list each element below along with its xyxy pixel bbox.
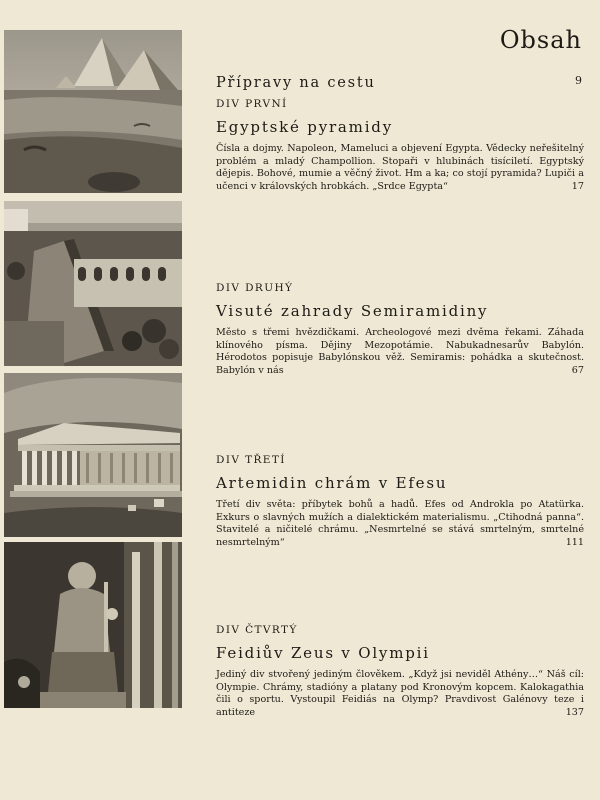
section-page-number: 17 [566,181,584,194]
section-egyptian-pyramids [216,98,584,193]
section-description [216,499,584,549]
preparation-label: Přípravy na cestu [216,75,376,91]
section-number-label: DIV TŘETÍ [216,454,286,466]
preparation-page-number: 9 [575,74,582,87]
section-number-label: DIV PRVNÍ [216,98,288,110]
section-title: Artemidin chrám v Efesu [216,474,448,492]
temple-of-artemis-illustration [4,373,182,537]
section-number-label: DIV DRUHÝ [216,282,294,294]
section-description-text: Jediný div stvořený jediným člověkem. „Když jsi neviděl Athény…“ Náš cíl: Olympie. Chrámy, stadióny a platany pod Kronovým kopcem. Kalokagathia čili o sportu. Vystoupil Feidiás na Olymp? Pravdivost Galénovy teze i antiteze [216,669,584,718]
statue-of-zeus-illustration [4,542,182,708]
section-title: Visuté zahrady Semiramidiny [216,302,489,320]
section-page-number: 67 [566,365,584,378]
hanging-gardens-illustration [4,201,182,366]
section-description-text: Čísla a dojmy. Napoleon, Mameluci a objevení Egypta. Vědecky neřešitelný problém a mladý Champollion. Stopaři v hlubinách tisíciletí. Egyptský dějepis. Bohové, mumie a věčný život. Hm a ka; co stojí pyramida? Lupiči a učenci v královských hrobkách. „Srdce Egypta“ [216,143,584,192]
pyramids-illustration [4,30,182,193]
section-description [216,669,584,719]
section-number-label: DIV ČTVRTÝ [216,624,298,636]
section-statue-of-zeus [216,624,584,719]
section-title: Feidiův Zeus v Olympii [216,644,430,662]
section-description-text: Třetí div světa: příbytek bohů a hadů. Efes od Androkla po Atatürka. Exkurs o slavných mužích a dialektickém materialismu. „Ctihodná panna“. Stavitelé a ničitelé chrámu. „Nesmrtelné se stává smrtelným, smrtelné nesmrtelným“ [216,499,584,548]
section-temple-of-artemis [216,454,584,549]
section-hanging-gardens [216,282,584,377]
section-page-number: 137 [560,707,584,720]
page-title: Obsah [499,26,582,54]
section-description [216,143,584,193]
section-page-number: 111 [560,537,584,550]
section-title: Egyptské pyramidy [216,118,393,136]
section-description-text: Město s třemi hvězdičkami. Archeologové mezi dvěma řekami. Záhada klínového písma. Dějiny Mezopotámie. Nabukadnesarův Babylón. Hérodotos popisuje Babylónskou věž. Semiramis: pohádka a skutečnost. Babylón v nás [216,327,584,376]
section-description [216,327,584,377]
preparation-entry [216,72,584,91]
